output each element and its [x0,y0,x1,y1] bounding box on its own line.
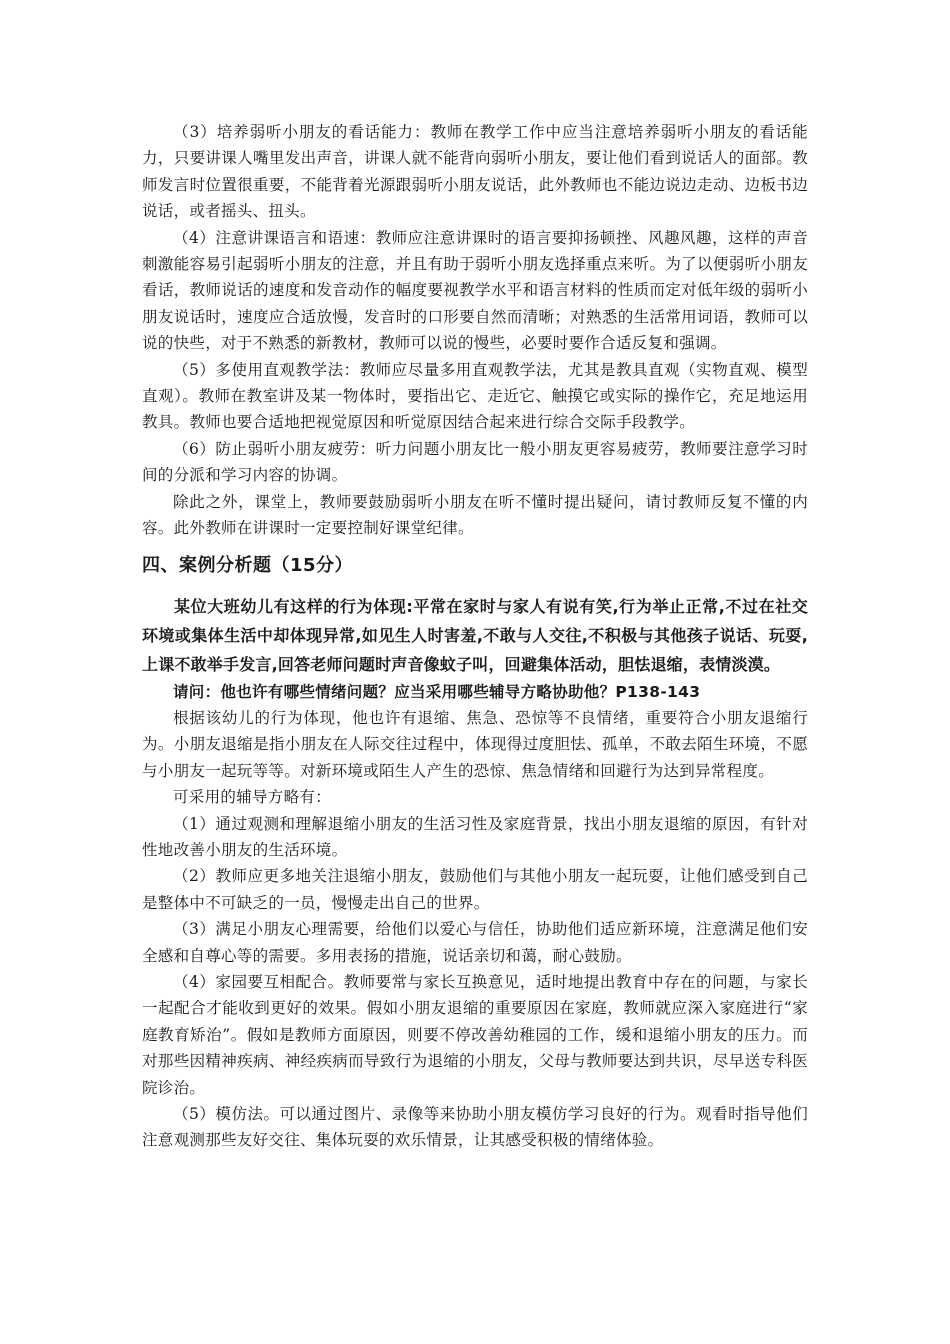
strategy-item-3: （3）满足小朋友心理需要，给他们以爱心与信任，协助他们适应新环境，注意满足他们安全感和自尊心等的需要。多用表扬的措施，说话亲切和蔼，耐心鼓励。 [142,920,808,965]
strategy-item-2: （2）教师应更多地关注退缩小朋友，鼓励他们与其他小朋友一起玩耍，让他们感受到自己是整体中不可缺乏的一员，慢慢走出自己的世界。 [142,867,808,912]
document-body [142,119,808,1154]
strategy-item-1: （1）通过观测和理解退缩小朋友的生活习性及家庭背景，找出小朋友退缩的原因，有针对性地改善小朋友的生活环境。 [142,814,808,859]
case-description: 某位大班幼儿有这样的行为体现:平常在家时与家人有说有笑,行为举止正常,不过在社交环境或集体生活中却体现异常,如见生人时害羞,不敢与人交往,不积极与其他孩子说话、玩耍,上课不敢举手发言,回答老师问题时声音像蚊子叫，回避集体活动，胆怯退缩，表情淡漠。 [142,596,808,674]
answer-analysis: 根据该幼儿的行为体现，他也许有退缩、焦急、恐惊等不良情绪，重要符合小朋友退缩行为。小朋友退缩是指小朋友在人际交往过程中，体现得过度胆怯、孤单，不敢去陌生环境，不愿与小朋友一起玩等等。对新环境或陌生人产生的恐惊、焦急情绪和回避行为达到异常程度。 [142,708,808,780]
paragraph-item-4: （4）注意讲课语言和语速：教师应注意讲课时的语言要抑扬顿挫、风趣风趣，这样的声音刺激能容易引起弱听小朋友的注意，并且有助于弱听小朋友选择重点来听。为了以便弱听小朋友看话，教师说话的速度和发音动作的幅度要视教学水平和语言材料的性质而定对低年级的弱听小朋友说话时，速度应合适放慢，发音时的口形要自然而清晰；对熟悉的生活常用词语，教师可以说的快些，对于不熟悉的新教材，教师可以说的慢些，必要时要作合适反复和强调。 [142,228,808,353]
strategy-item-4: （4）家园要互相配合。教师要常与家长互换意见，适时地提出教育中存在的问题，与家长一起配合才能收到更好的效果。假如小朋友退缩的重要原因在家庭，教师就应深入家庭进行“家庭教育矫治”。假如是教师方面原因，则要不停改善幼稚园的工作，缓和退缩小朋友的压力。而对那些因精神疾病、神经疾病而导致行为退缩的小朋友，父母与教师要达到共识，尽早送专科医院诊治。 [142,972,808,1097]
section-heading: 四、案例分析题（15分） [142,554,354,576]
strategy-item-5: （5）模仿法。可以通过图片、录像等来协助小朋友模仿学习良好的行为。观看时指导他们注意观测那些友好交往、集体玩耍的欢乐情景，让其感受积极的情绪体验。 [142,1105,808,1150]
paragraph-item-3: （3）培养弱听小朋友的看话能力：教师在教学工作中应当注意培养弱听小朋友的看话能力，只要讲课人嘴里发出声音，讲课人就不能背向弱听小朋友，要让他们看到说话人的面部。教师发言时位置很重要，不能背着光源跟弱听小朋友说话，此外教师也不能边说边走动、边板书边说话，或者摇头、扭头。 [142,123,808,221]
paragraph-item-6: （6）防止弱听小朋友疲劳：听力问题小朋友比一般小朋友更容易疲劳，教师要注意学习时间的分派和学习内容的协调。 [142,439,808,485]
paragraph-additional: 除此之外，课堂上，教师要鼓励弱听小朋友在听不懂时提出疑问，请讨教师反复不懂的内容。此外教师在讲课时一定要控制好课堂纪律。 [142,492,808,538]
case-question: 请问：他也许有哪些情绪问题？应当采用哪些辅导方略协助他？P138-143 [173,682,701,701]
paragraph-item-5: （5）多使用直观教学法：教师应尽量多用直观教学法，尤其是教具直观（实物直观、模型直观）。教师在教室讲及某一物体时，要指出它、走近它、触摸它或实际的操作它，充足地运用教具。教师也要合适地把视觉原因和听觉原因结合起来进行综合交际手段教学。 [142,360,808,432]
strategies-intro: 可采用的辅导方略有： [173,788,332,807]
